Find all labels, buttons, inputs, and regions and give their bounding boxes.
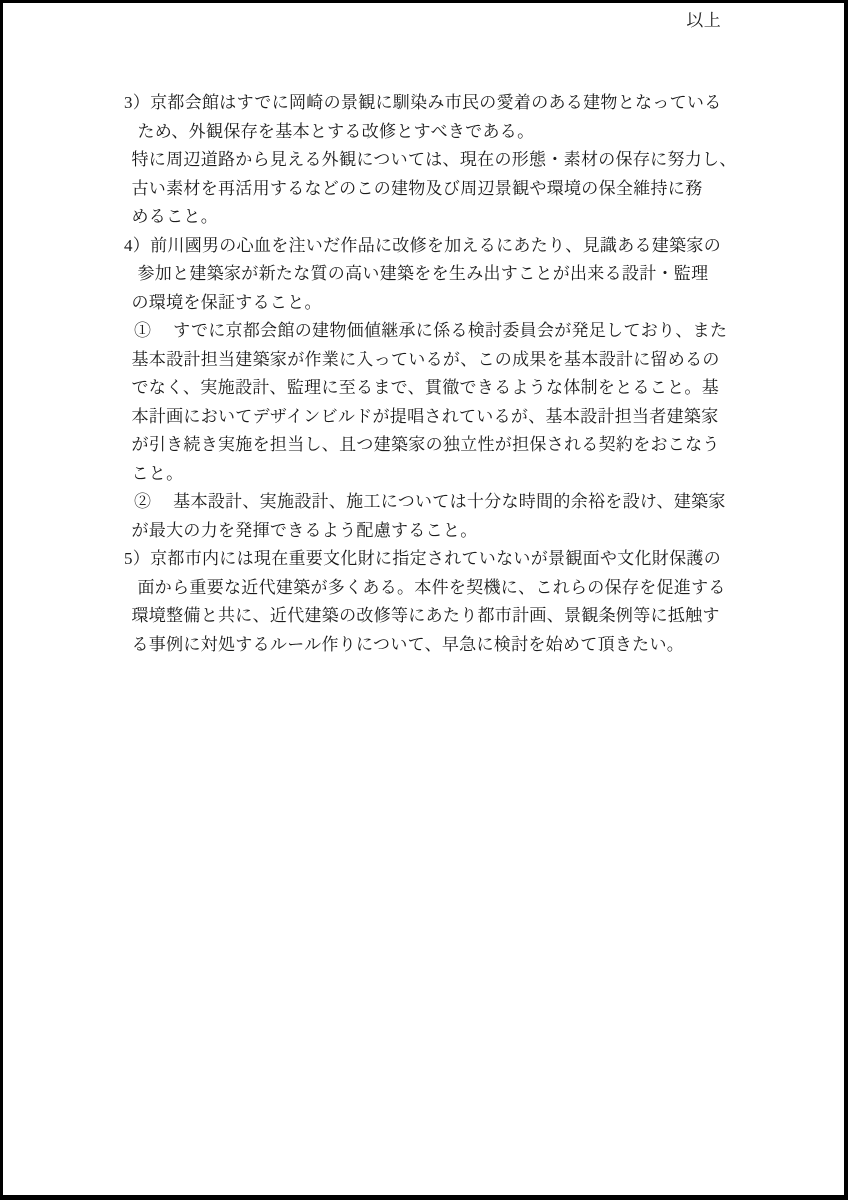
text-line: 4）前川國男の心血を注いだ作品に改修を加えるにあたり、見識ある建築家の: [124, 235, 721, 255]
text-line: の環境を保証すること。: [131, 292, 322, 312]
text-line: 3）京都会館はすでに岡崎の景観に馴染み市民の愛着のある建物となっている: [124, 93, 722, 112]
text-line: 本計画においてデザインビルドが提唱されているが、基本設計担当者建築家: [131, 406, 719, 426]
text-line: が引き続き実施を担当し、且つ建築家の独立性が担保される契約をおこなう: [131, 435, 720, 454]
text-line: こと。: [131, 463, 184, 483]
text-line: 基本設計担当建築家が作業に入っているが、この成果を基本設計に留めるの: [131, 349, 720, 369]
text-line: 参加と建築家が新たな質の高い建築をを生み出すことが出来る設計・監理: [137, 264, 709, 283]
text-line: 古い素材を再活用するなどのこの建物及び周辺景観や環境の保全維持に務: [131, 178, 703, 198]
text-line: めること。: [131, 207, 218, 226]
text-line: 特に周辺道路から見える外観については、現在の形態・素材の保存に努力し、: [131, 150, 737, 169]
closing-statement: 以上: [686, 11, 721, 30]
text-line: が最大の力を発揮できるよう配慮すること。: [131, 520, 478, 540]
text-line: ② 基本設計、実施設計、施工については十分な時間的余裕を設け、建築家: [134, 492, 726, 511]
text-line: ため、外観保存を基本とする改修とすべきである。: [137, 121, 535, 141]
text-line: 5）京都市内には現在重要文化財に指定されていないが景観面や文化財保護の: [124, 549, 721, 568]
text-line: る事例に対処するルール作りについて、早急に検討を始めて頂きたい。: [131, 634, 685, 654]
document-body: [3, 89, 844, 659]
text-line: 面から重要な近代建築が多くある。本件を契機に、これらの保存を促進する: [137, 577, 726, 597]
text-line: でなく、実施設計、監理に至るまで、貫徹できるような体制をとること。基: [131, 378, 720, 397]
text-line: ① すでに京都会館の建物価値継承に係る検討委員会が発足しており、また: [134, 321, 728, 340]
text-line: 環境整備と共に、近代建築の改修等にあたり都市計画、景観条例等に抵触す: [131, 606, 720, 625]
